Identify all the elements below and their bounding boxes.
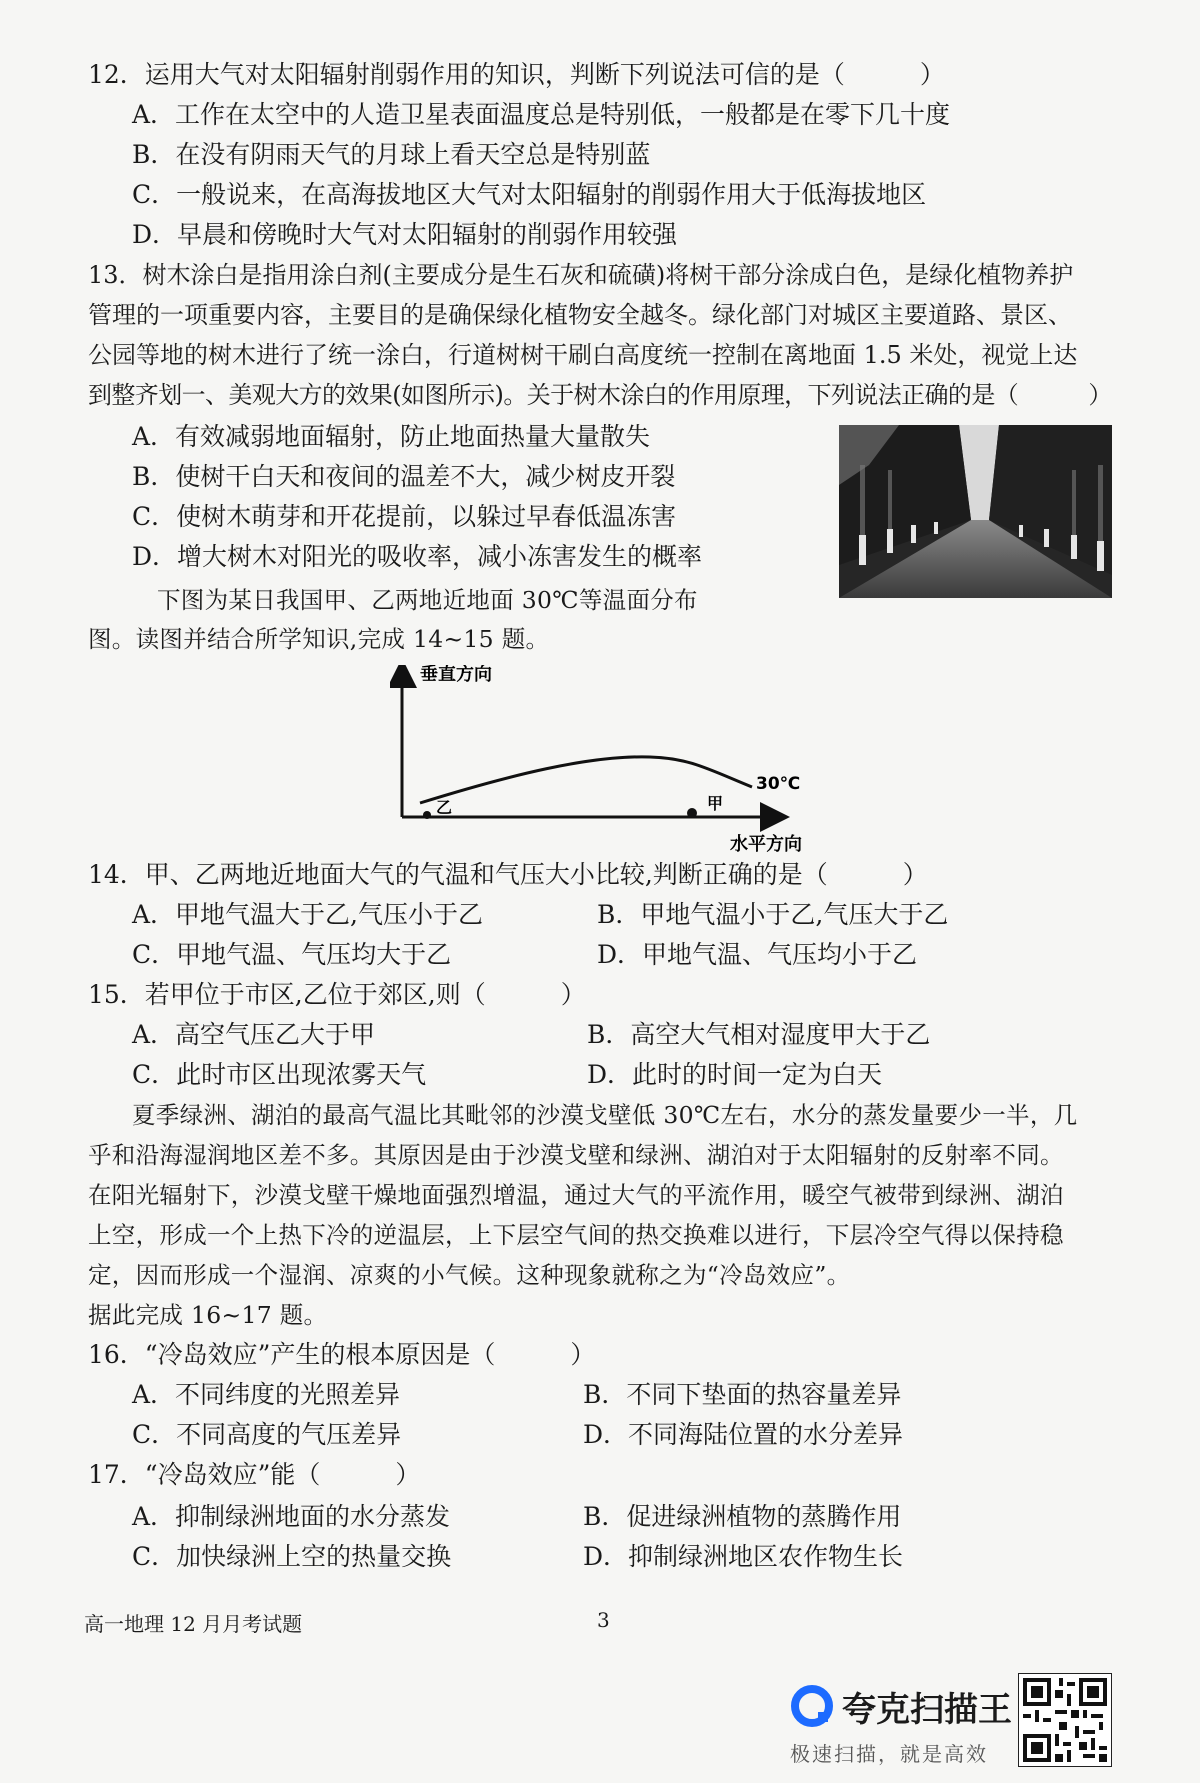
label-yi: 乙 xyxy=(436,798,453,817)
q15-option-a: A．高空气压乙大于甲 xyxy=(132,1020,376,1049)
q14-option-d: D．甲地气温、气压均小于乙 xyxy=(597,940,918,969)
intro-14-15-line-1: 下图为某日我国甲、乙两地近地面 30℃等温面分布 xyxy=(157,586,698,614)
passage-line-5: 定，因而形成一个湿润、凉爽的小气候。这种现象就称之为“冷岛效应”。 xyxy=(88,1261,851,1289)
ylabel: 垂直方向 xyxy=(420,665,492,685)
isotherm-label: 30℃ xyxy=(756,774,801,794)
q13-stem-line-4: 到整齐划一、美观大方的效果(如图所示)。关于树木涂白的作用原理，下列说法正确的是（ ） xyxy=(88,381,1112,409)
q14-option-b: B．甲地气温小于乙,气压大于乙 xyxy=(597,900,949,929)
q12-option-b: B．在没有阴雨天气的月球上看天空总是特别蓝 xyxy=(132,140,651,169)
q13-option-b: B．使树干白天和夜间的温差不大，减少树皮开裂 xyxy=(132,462,676,491)
isotherm-curve xyxy=(420,757,752,803)
q15-option-d: D．此时的时间一定为白天 xyxy=(587,1060,883,1089)
q14-option-c: C．甲地气温、气压均大于乙 xyxy=(132,940,452,969)
tree-whitewash-photo xyxy=(839,425,1112,598)
q16-stem: 16．“冷岛效应”产生的根本原因是（ ） xyxy=(88,1340,596,1369)
q13-option-d: D．增大树木对阳光的吸收率，减小冻害发生的概率 xyxy=(132,542,703,571)
xlabel: 水平方向 xyxy=(730,834,802,855)
passage-line-4: 上空，形成一个上热下冷的逆温层，上下层空气间的热交换难以进行，下层冷空气得以保持稳 xyxy=(88,1221,1064,1249)
passage-line-6: 据此完成 16~17 题。 xyxy=(88,1301,328,1329)
q13-option-a: A．有效减弱地面辐射，防止地面热量大量散失 xyxy=(132,422,651,451)
isotherm-figure xyxy=(390,665,810,855)
q12-option-d: D．早晨和傍晚时大气对太阳辐射的削弱作用较强 xyxy=(132,220,678,249)
q13-option-c: C．使树木萌芽和开花提前，以躲过早春低温冻害 xyxy=(132,502,677,531)
q16-option-b: B．不同下垫面的热容量差异 xyxy=(583,1380,902,1409)
qr-code xyxy=(1018,1673,1112,1767)
tree-photo-graphic xyxy=(839,425,1112,598)
q17-option-a: A．抑制绿洲地面的水分蒸发 xyxy=(132,1502,451,1531)
q13-stem-line-1: 13．树木涂白是指用涂白剂(主要成分是生石灰和硫磺)将树干部分涂成白色，是绿化植物养护 xyxy=(88,261,1074,289)
label-jia: 甲 xyxy=(707,794,724,813)
q16-option-d: D．不同海陆位置的水分差异 xyxy=(583,1420,904,1449)
point-yi xyxy=(423,811,431,819)
point-jia xyxy=(687,808,697,818)
q17-option-b: B．促进绿洲植物的蒸腾作用 xyxy=(583,1502,902,1531)
footer-exam-title: 高一地理 12 月月考试题 xyxy=(84,1612,303,1636)
q17-option-d: D．抑制绿洲地区农作物生长 xyxy=(583,1542,904,1571)
q13-stem-line-3: 公园等地的树木进行了统一涂白，行道树树干刷白高度统一控制在离地面 1.5 米处，视觉上达 xyxy=(88,341,1078,369)
q14-option-a: A．甲地气温大于乙,气压小于乙 xyxy=(132,900,484,929)
q12-option-c: C．一般说来，在高海拔地区大气对太阳辐射的削弱作用大于低海拔地区 xyxy=(132,180,927,209)
scanner-slogan: 极速扫描，就是高效 xyxy=(790,1742,988,1766)
footer-page-number: 3 xyxy=(597,1608,610,1632)
q12-option-a: A．工作在太空中的人造卫星表面温度总是特别低，一般都是在零下几十度 xyxy=(132,100,951,129)
q12-stem: 12．运用大气对太阳辐射削弱作用的知识，判断下列说法可信的是（ ） xyxy=(88,60,945,89)
q13-stem-line-2: 管理的一项重要内容，主要目的是确保绿化植物安全越冬。绿化部门对城区主要道路、景区、 xyxy=(88,301,1072,329)
passage-line-1: 夏季绿洲、湖泊的最高气温比其毗邻的沙漠戈壁低 30℃左右，水分的蒸发量要少一半，几 xyxy=(132,1101,1078,1129)
q16-option-a: A．不同纬度的光照差异 xyxy=(132,1380,401,1409)
qr-code-icon xyxy=(1019,1674,1111,1766)
passage-line-2: 乎和沿海湿润地区差不多。其原因是由于沙漠戈壁和绿洲、湖泊对于太阳辐射的反射率不同。 xyxy=(88,1141,1064,1169)
q17-stem: 17．“冷岛效应”能（ ） xyxy=(88,1460,421,1489)
intro-14-15-line-2: 图。读图并结合所学知识,完成 14~15 题。 xyxy=(88,625,550,653)
q16-option-c: C．不同高度的气压差异 xyxy=(132,1420,402,1449)
q15-option-b: B．高空大气相对湿度甲大于乙 xyxy=(587,1020,931,1049)
q17-option-c: C．加快绿洲上空的热量交换 xyxy=(132,1542,452,1571)
q15-stem: 15．若甲位于市区,乙位于郊区,则（ ） xyxy=(88,980,586,1009)
passage-line-3: 在阳光辐射下，沙漠戈壁干燥地面强烈增温，通过大气的平流作用，暖空气被带到绿洲、湖泊 xyxy=(88,1181,1064,1209)
scanner-brand: 夸克扫描王 xyxy=(842,1690,1012,1730)
q14-stem: 14．甲、乙两地近地面大气的气温和气压大小比较,判断正确的是（ ） xyxy=(88,860,928,889)
q15-option-c: C．此时市区出现浓雾天气 xyxy=(132,1060,427,1089)
scanner-logo-icon xyxy=(790,1684,834,1728)
